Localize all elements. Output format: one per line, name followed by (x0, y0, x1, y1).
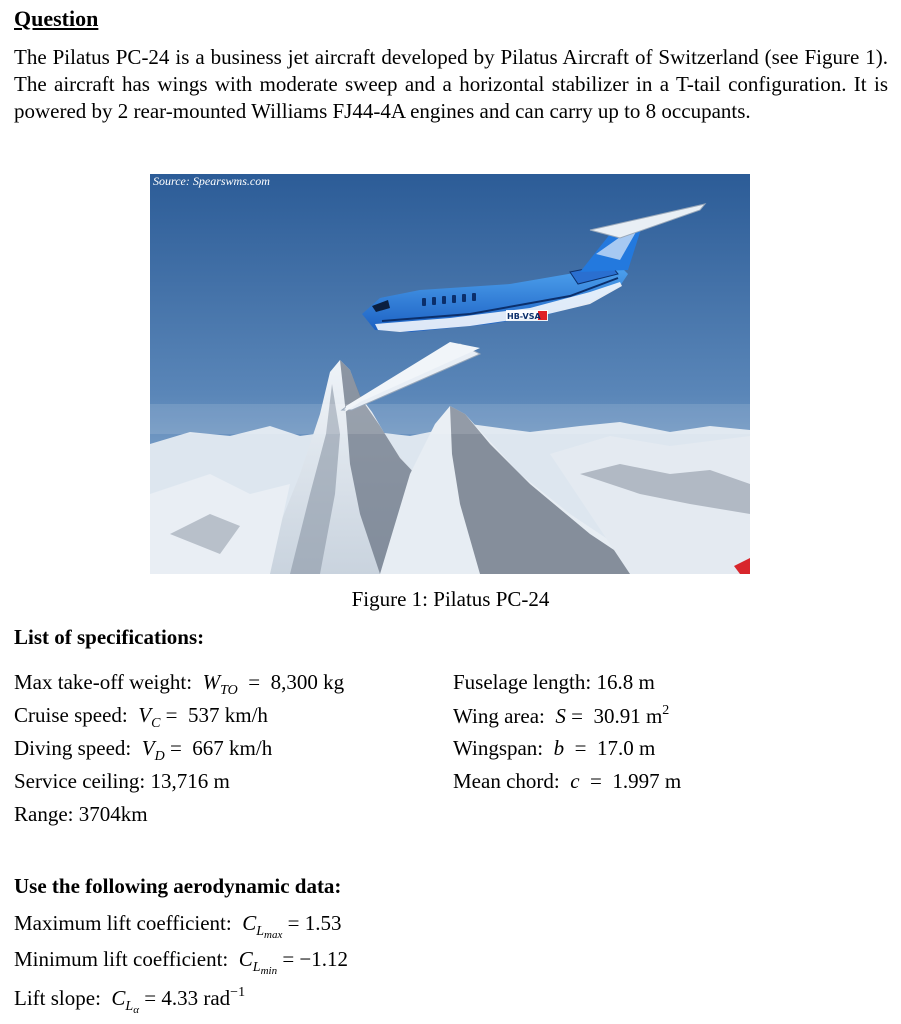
aero-slope: Lift slope: $C_{L_\alpha} = 4.33$ rad$^{-1}$ (14, 985, 246, 1016)
specs-title: List of specifications: (14, 625, 205, 649)
question-heading: Question (14, 6, 99, 31)
spec-ceiling: Service ceiling: 13,716 m (14, 769, 230, 793)
spec-chord: Mean chord: c = 1.997 m (453, 769, 682, 793)
spec-fuselage: Fuselage length: 16.8 m (453, 670, 655, 694)
spec-range: Range: 3704km (14, 802, 148, 826)
aero-title: Use the following aerodynamic data: (14, 874, 342, 898)
registration-text: HB-VSA (507, 312, 541, 321)
spec-wingspan: Wingspan: b = 17.0 m (453, 736, 656, 760)
spec-wing-area: Wing area: S = 30.91 $m^2$ (453, 703, 670, 728)
aircraft-photo (150, 174, 750, 574)
spec-mtow: Max take-off weight: $W_{TO} = 8,300$ kg (14, 670, 345, 698)
figure-caption: Figure 1: Pilatus PC-24 (351, 587, 550, 611)
intro-paragraph: The Pilatus PC-24 is a business jet aircraft developed by Pilatus Aircraft of Switzerland (see Figure 1). The aircraft has wings with moderate sweep and a horizontal stabilizer in a T-tail configuration. It is powered by 2 rear-mounted Williams FJ44-4A engines and can carry up to 8 occupants. (14, 45, 888, 123)
aero-clmax: Maximum lift coefficient: $C_{L_{max}} = 1.53$ (14, 911, 342, 941)
spec-cruise: Cruise speed: $V_C = 537$ km/h (14, 703, 268, 731)
spec-diving: Diving speed: $V_D = 667$ km/h (14, 736, 273, 764)
photo-source: Source: Spearswms.com (153, 174, 270, 188)
aero-clmin: Minimum lift coefficient: $C_{L_{min}} = -1.12$ (14, 947, 348, 977)
